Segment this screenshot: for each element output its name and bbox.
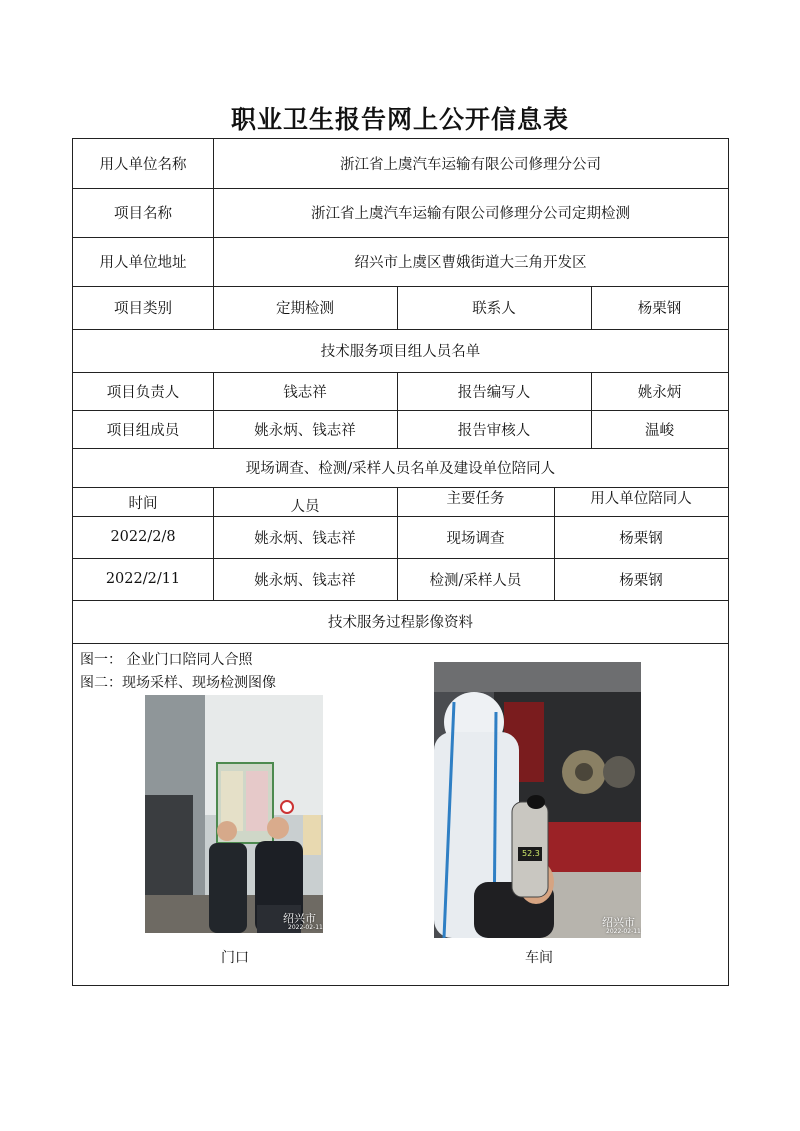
project-name-label: 项目名称 <box>114 206 172 222</box>
caption-figure-1: 图一： 企业门口陪同人合照 <box>80 652 253 668</box>
workshop-photo <box>434 662 641 938</box>
survey-row2-companion: 杨栗钢 <box>619 572 663 589</box>
survey-col-companion: 用人单位陪同人 <box>590 491 692 507</box>
info-table <box>72 138 729 986</box>
watermark-date-1: 2022-02-11 <box>288 924 323 931</box>
entrance-photo-label: 门口 <box>221 950 249 966</box>
reviewer-label: 报告审核人 <box>457 422 531 439</box>
employer-name-label: 用人单位名称 <box>99 157 187 173</box>
images-heading: 技术服务过程影像资料 <box>328 615 473 631</box>
watermark-city-2: 绍兴市 <box>602 916 635 929</box>
writer-value: 姚永炳 <box>637 384 682 401</box>
survey-col-time: 时间 <box>128 496 158 512</box>
survey-col-people: 人员 <box>290 499 320 515</box>
caption-figure-2: 图二：现场采样、现场检测图像 <box>80 675 276 691</box>
survey-row2-people: 姚永炳、钱志祥 <box>254 572 356 589</box>
meter-reading: 52.3 <box>522 849 540 858</box>
project-type-value: 定期检测 <box>276 301 334 317</box>
employer-address-value: 绍兴市上虞区曹娥街道大三角开发区 <box>354 255 587 271</box>
employer-address-label: 用人单位地址 <box>99 255 187 271</box>
survey-row1-companion: 杨栗钢 <box>619 530 663 547</box>
entrance-photo <box>145 695 323 933</box>
leader-label: 项目负责人 <box>106 384 180 401</box>
contact-label: 联系人 <box>472 301 516 317</box>
team-heading: 技术服务项目组人员名单 <box>320 344 481 360</box>
survey-row1-task: 现场调查 <box>446 530 505 547</box>
watermark-date-2: 2022-02-11 <box>606 928 641 935</box>
survey-heading: 现场调查、检测/采样人员名单及建设单位陪同人 <box>245 461 556 477</box>
survey-col-task: 主要任务 <box>446 491 505 507</box>
page-title: 职业卫生报告网上公开信息表 <box>230 105 569 134</box>
contact-value: 杨栗钢 <box>637 301 682 317</box>
survey-row1-time: 2022/2/8 <box>110 529 176 545</box>
survey-row2-task: 检测/采样人员 <box>429 572 522 589</box>
employer-name-value: 浙江省上虞汽车运输有限公司修理分公司 <box>340 157 601 173</box>
project-type-label: 项目类别 <box>114 301 172 317</box>
project-name-value: 浙江省上虞汽车运输有限公司修理分公司定期检测 <box>311 206 630 222</box>
watermark-city-1: 绍兴市 <box>283 912 316 925</box>
writer-label: 报告编写人 <box>457 384 531 401</box>
workshop-photo-label: 车间 <box>525 950 553 966</box>
survey-row1-people: 姚永炳、钱志祥 <box>254 530 356 547</box>
reviewer-value: 温峻 <box>645 422 674 439</box>
members-value: 姚永炳、钱志祥 <box>254 422 356 439</box>
survey-row2-time: 2022/2/11 <box>105 571 181 587</box>
members-label: 项目组成员 <box>106 422 180 439</box>
leader-value: 钱志祥 <box>283 384 327 401</box>
